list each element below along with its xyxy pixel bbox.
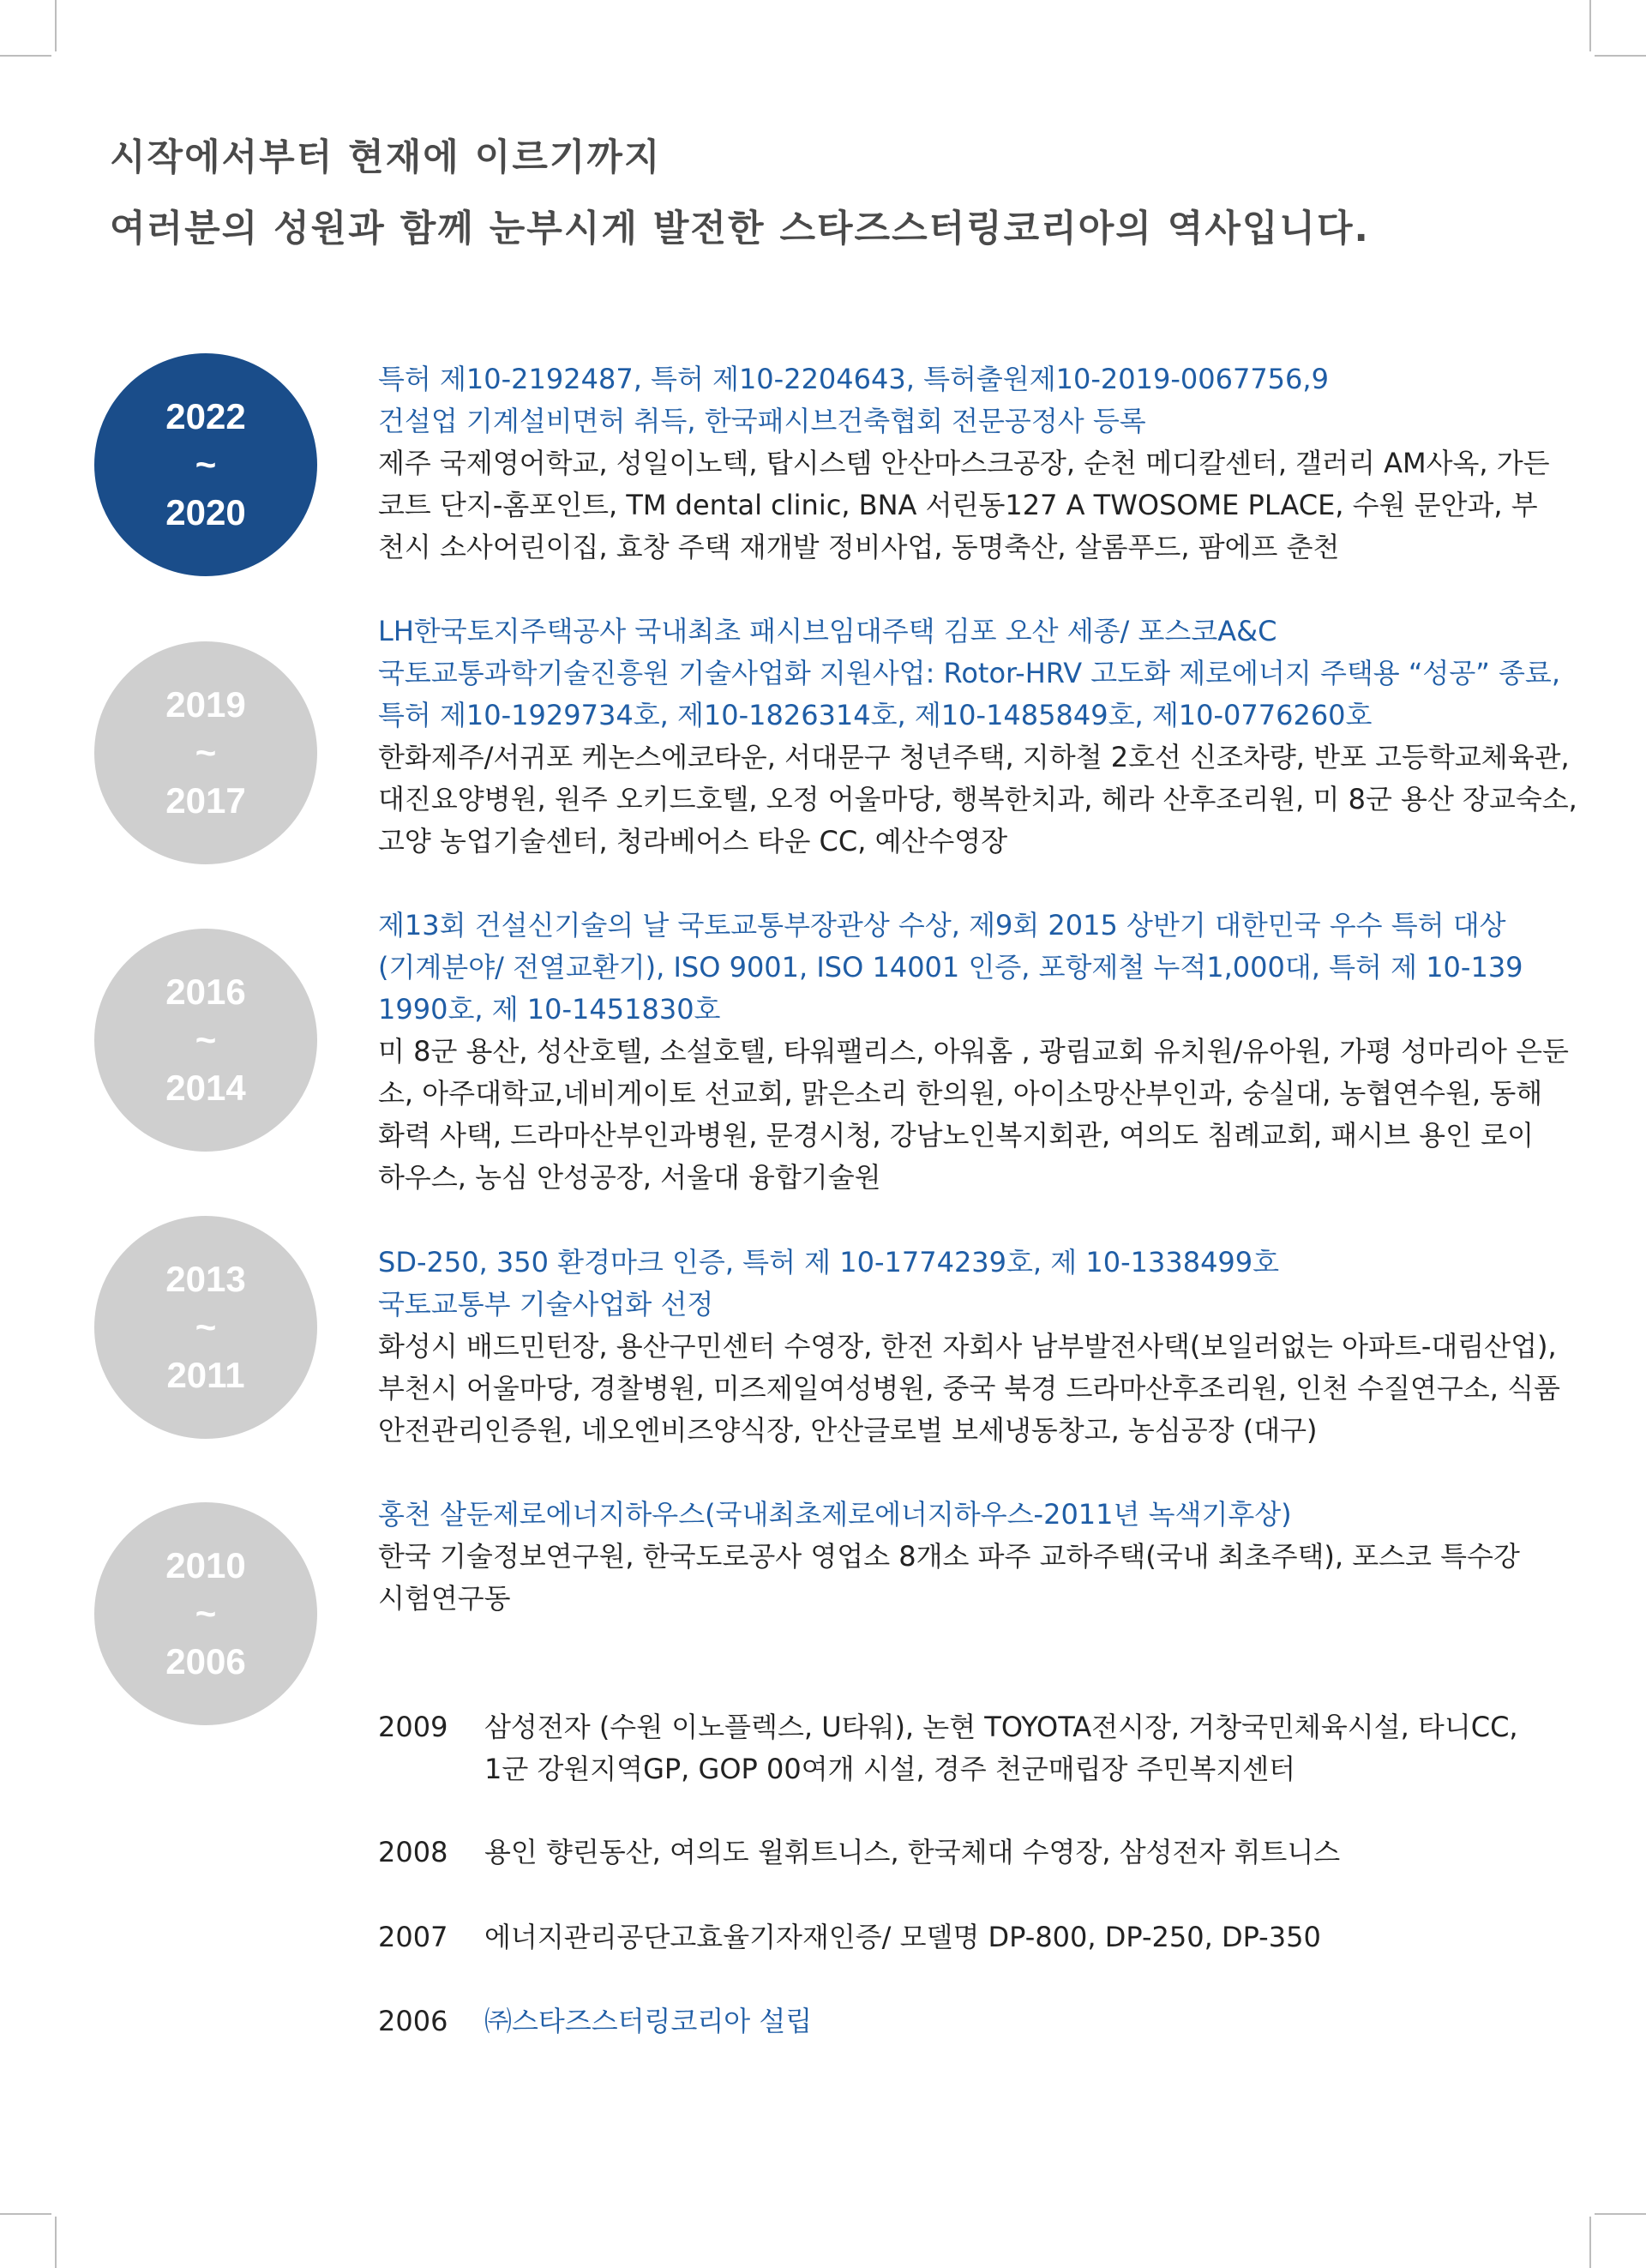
body-line: 소, 아주대학교,네비게이토 선교회, 맑은소리 한의원, 아이소망산부인과, 숭실대, 농협연수원, 동해	[378, 1077, 1543, 1110]
crop-mark	[1589, 0, 1591, 51]
year-label: 2006	[378, 2005, 448, 2037]
era-separator: ~	[195, 732, 217, 773]
crop-mark	[55, 2217, 57, 2268]
highlight-line: 건설업 기계설비면허 취득, 한국패시브건축협회 전문공정사 등록	[378, 405, 1146, 437]
era-entry	[378, 358, 1550, 569]
crop-mark	[55, 0, 57, 51]
era-start-year: 2010	[165, 1545, 246, 1585]
highlight-line: LH한국토지주택공사 국내최초 패시브임대주택 김포 오산 세종/ 포스코A&C	[378, 615, 1277, 647]
highlight-line: 국토교통과학기술진흥원 기술사업화 지원사업: Rotor-HRV 고도화 제로에너지 주택용 “성공” 종료,	[378, 657, 1561, 689]
body-line: 시험연구동	[378, 1582, 511, 1615]
highlight-line: 홍천 살둔제로에너지하우스(국내최초제로에너지하우스-2011년 녹색기후상)	[378, 1498, 1292, 1531]
year-label: 2008	[378, 1836, 448, 1868]
crop-mark	[0, 55, 51, 57]
year-text	[484, 1832, 1340, 1874]
era-entry	[378, 905, 1569, 1199]
headline-line-2: 여러분의 성원과 함께 눈부시게 발전한 스타즈스터링코리아의 역사입니다.	[110, 208, 1370, 250]
highlight-line: 특허 제10-2192487, 특허 제10-2204643, 특허출원제10-2019-0067756,9	[378, 363, 1329, 395]
era-end-year: 2017	[165, 780, 246, 821]
crop-mark	[1589, 2217, 1591, 2268]
body-line: 미 8군 용산, 성산호텔, 소설호텔, 타워팰리스, 아워홈 , 광림교회 유치원/유아원, 가평 성마리아 은둔	[378, 1035, 1569, 1068]
era-start-year: 2022	[165, 396, 246, 436]
year-text-line: 용인 향린동산, 여의도 윌휘트니스, 한국체대 수영장, 삼성전자 휘트니스	[484, 1836, 1341, 1868]
year-text	[484, 2000, 812, 2042]
era-separator: ~	[195, 444, 217, 484]
era-badge	[94, 1502, 317, 1725]
highlight-line: 제13회 건설신기술의 날 국토교통부장관상 수상, 제9회 2015 상반기 대한민국 우수 특허 대상	[378, 909, 1506, 941]
year-text-line: 1군 강원지역GP, GOP 00여개 시설, 경주 천군매립장 주민복지센터	[484, 1753, 1296, 1785]
year-label: 2007	[378, 1921, 448, 1953]
body-line: 부천시 어울마당, 경찰병원, 미즈제일여성병원, 중국 북경 드라마산후조리원, 인천 수질연구소, 식품	[378, 1372, 1560, 1405]
era-separator: ~	[195, 1307, 217, 1347]
page-title	[110, 123, 1370, 265]
body-line: 고양 농업기술센터, 청라베어스 타운 CC, 예산수영장	[378, 825, 1008, 857]
body-line: 코트 단지-홈포인트, TM dental clinic, BNA 서린동127 A TWOSOME PLACE, 수원 문안과, 부	[378, 489, 1538, 521]
body-line: 한국 기술정보연구원, 한국도로공사 영업소 8개소 파주 교하주택(국내 최초주택), 포스코 특수강	[378, 1540, 1520, 1573]
highlight-line: 1990호, 제 10-1451830호	[378, 993, 721, 1026]
body-line: 제주 국제영어학교, 성일이노텍, 탑시스템 안산마스크공장, 순천 메디칼센터, 갤러리 AM사옥, 가든	[378, 447, 1550, 479]
body-line: 하우스, 농심 안성공장, 서울대 융합기술원	[378, 1161, 881, 1194]
highlight-line: (기계분야/ 전열교환기), ISO 9001, ISO 14001 인증, 포항제철 누적1,000대, 특허 제 10-139	[378, 951, 1523, 984]
era-badge	[94, 929, 317, 1152]
year-text	[484, 1916, 1321, 1958]
era-end-year: 2020	[165, 492, 246, 532]
highlight-line: SD-250, 350 환경마크 인증, 특허 제 10-1774239호, 제 10-1338499호	[378, 1246, 1280, 1278]
era-separator: ~	[195, 1593, 217, 1633]
body-line: 안전관리인증원, 네오엔비즈양식장, 안산글로벌 보세냉동창고, 농심공장 (대구)	[378, 1414, 1318, 1447]
highlight-line: 특허 제10-1929734호, 제10-1826314호, 제10-1485849호, 제10-0776260호	[378, 699, 1373, 731]
era-start-year: 2019	[165, 684, 246, 725]
crop-mark	[1595, 55, 1646, 57]
body-line: 한화제주/서귀포 케논스에코타운, 서대문구 청년주택, 지하철 2호선 신조차량, 반포 고등학교체육관,	[378, 741, 1570, 773]
era-start-year: 2016	[165, 972, 246, 1012]
highlight-line: 국토교통부 기술사업화 선정	[378, 1288, 714, 1320]
body-line: 천시 소사어린이집, 효창 주택 재개발 정비사업, 동명축산, 살롬푸드, 팜에프 춘천	[378, 531, 1340, 563]
body-line: 화성시 배드민턴장, 용산구민센터 수영장, 한전 자회사 남부발전사택(보일러없는 아파트-대림산업),	[378, 1330, 1557, 1363]
year-label: 2009	[378, 1711, 448, 1743]
year-text-line: 에너지관리공단고효율기자재인증/ 모델명 DP-800, DP-250, DP-350	[484, 1921, 1321, 1953]
era-entry	[378, 1494, 1537, 1620]
era-badge	[94, 353, 317, 576]
headline-line-1: 시작에서부터 현재에 이르기까지	[110, 136, 662, 179]
body-line: 대진요양병원, 원주 오키드호텔, 오정 어울마당, 행복한치과, 헤라 산후조리원, 미 8군 용산 장교숙소,	[378, 783, 1577, 815]
year-text-line: 삼성전자 (수원 이노플렉스, U타워), 논현 TOYOTA전시장, 거창국민체육시설, 타니CC,	[484, 1711, 1518, 1743]
crop-mark	[1595, 2213, 1646, 2215]
year-text	[484, 1706, 1518, 1790]
era-start-year: 2013	[165, 1259, 246, 1299]
body-line: 화력 사택, 드라마산부인과병원, 문경시청, 강남노인복지회관, 여의도 침례교회, 패시브 용인 로이	[378, 1119, 1534, 1152]
era-end-year: 2006	[165, 1641, 246, 1681]
era-entry	[378, 1242, 1560, 1452]
era-entry	[378, 611, 1577, 863]
crop-mark	[0, 2213, 51, 2215]
era-badge	[94, 641, 317, 864]
era-end-year: 2011	[166, 1355, 245, 1395]
era-end-year: 2014	[165, 1068, 246, 1108]
era-separator: ~	[195, 1020, 217, 1060]
era-badge	[94, 1216, 317, 1439]
year-text-line: ㈜스타즈스터링코리아 설립	[484, 2005, 813, 2037]
